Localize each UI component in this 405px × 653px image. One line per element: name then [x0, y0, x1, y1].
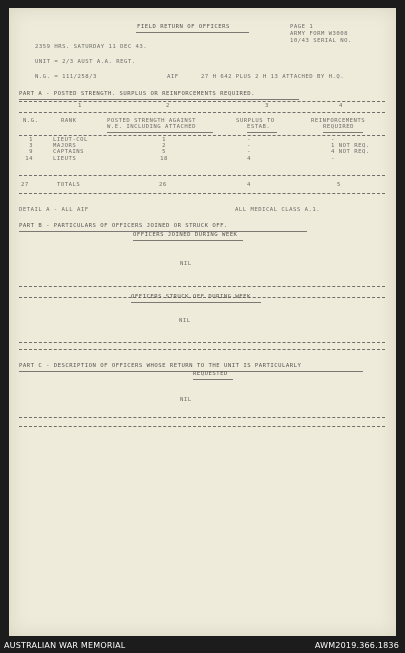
totals-reinf: 5	[337, 182, 341, 188]
column-reinf	[331, 137, 370, 162]
header-reinf-2: REQUIRED	[323, 124, 354, 130]
totals-label: TOTALS	[57, 182, 81, 188]
caption-left: AUSTRALIAN WAR MEMORIAL	[4, 641, 126, 650]
part-c-underline	[19, 371, 363, 372]
table-row-reinf: 4 NOT REQ.	[331, 149, 370, 156]
document-page	[9, 8, 396, 636]
rule-10	[19, 417, 385, 418]
serial-number: 10/43 SERIAL NO.	[290, 38, 352, 44]
header-posted-1: POSTED STRENGTH AGAINST	[107, 118, 196, 124]
table-row-surplus: -	[247, 149, 251, 156]
rule-3	[19, 135, 385, 136]
table-row-rank: LIEUT-COL	[53, 137, 88, 143]
rule-2	[19, 112, 385, 113]
column-number-3: 3	[265, 103, 269, 109]
header-ng: N.G.	[23, 118, 39, 124]
table-row-posted: 1	[162, 137, 166, 143]
column-rank	[53, 137, 88, 162]
table-row-ng: 14	[25, 155, 33, 162]
table-row-reinf: -	[331, 137, 335, 143]
part-b-title: PART B - PARTICULARS OF OFFICERS JOINED OR STRUCK OFF.	[19, 223, 228, 229]
totals-ng: 27	[21, 182, 29, 188]
column-ng	[21, 137, 33, 162]
date-line: 2359 HRS. SATURDAY 11 DEC 43.	[35, 44, 148, 50]
detail-a: DETAIL A - ALL AIF	[19, 207, 89, 213]
table-row-surplus: -	[247, 137, 251, 143]
joined-underline	[133, 240, 243, 241]
rule-5	[19, 193, 385, 194]
reference-number: N.G. = 111/258/3	[35, 74, 97, 80]
rule-8	[19, 342, 385, 343]
aif-label: AIF	[167, 74, 179, 80]
rule-4	[19, 175, 385, 176]
table-row-posted: 5	[162, 149, 166, 156]
document-title: FIELD RETURN OF OFFICERS	[137, 24, 230, 30]
table-row-surplus: 4	[247, 155, 251, 162]
totals-posted: 26	[159, 182, 167, 188]
medical-class: ALL MEDICAL CLASS A.1.	[235, 207, 321, 213]
title-underline	[136, 32, 249, 33]
nil-struck: NIL	[179, 318, 191, 324]
table-row-reinf: 1 NOT REQ.	[331, 143, 370, 150]
table-row-ng: 9	[29, 149, 33, 156]
struck-underline	[131, 302, 261, 303]
table-row-surplus: -	[247, 143, 251, 150]
nil-part-c: NIL	[180, 397, 192, 403]
header-rank: RANK	[61, 118, 77, 124]
column-posted	[157, 137, 171, 162]
table-row-rank: MAJORS	[53, 143, 77, 150]
table-row-ng: 3	[29, 143, 33, 150]
table-row-posted: 2	[162, 143, 166, 150]
rule-11	[19, 426, 385, 427]
table-row-rank: LIEUTS	[53, 155, 77, 162]
rule-6	[19, 286, 385, 287]
header-posted-2: W.E. INCLUDING ATTACHED	[107, 124, 196, 130]
table-row-rank: CAPTAINS	[53, 149, 84, 156]
header-reinf-1: REINFORCEMENTS	[311, 118, 366, 124]
table-row-posted: 18	[160, 155, 168, 162]
header-posted-underline	[107, 132, 213, 133]
column-number-2: 2	[166, 103, 170, 109]
part-a-title: PART A - POSTED STRENGTH. SURPLUS OR REINFORCEMENTS REQUIRED.	[19, 91, 255, 97]
attached-line: 27 H 642 PLUS 2 H 13 ATTACHED BY H.Q.	[201, 74, 345, 80]
column-number-1: 1	[78, 103, 82, 109]
rule-9	[19, 349, 385, 350]
unit-line: UNIT = 2/3 AUST A.A. REGT.	[35, 59, 136, 65]
army-form: ARMY FORM W3008	[290, 31, 349, 37]
struck-heading: OFFICERS STRUCK OFF DURING WEEK	[131, 294, 251, 300]
rule-1	[19, 101, 385, 102]
part-c-title-2: REQUESTED	[193, 371, 228, 377]
totals-surplus: 4	[247, 182, 251, 188]
header-surplus-underline	[247, 132, 277, 133]
header-surplus-2: ESTAB.	[247, 124, 271, 130]
header-surplus-1: SURPLUS TO	[236, 118, 275, 124]
column-surplus	[244, 137, 254, 162]
page-number: PAGE 1	[290, 24, 314, 30]
table-row-reinf: -	[331, 155, 335, 162]
table-row-ng: 1	[29, 137, 33, 143]
joined-heading: OFFICERS JOINED DURING WEEK	[133, 232, 238, 238]
part-c-underline-2	[193, 379, 233, 380]
part-c-title-1: PART C - DESCRIPTION OF OFFICERS WHOSE RETURN TO THE UNIT IS PARTICULARLY	[19, 363, 302, 369]
caption-right: AWM2019.366.1836	[314, 641, 399, 650]
column-number-4: 4	[339, 103, 343, 109]
header-reinf-underline	[323, 132, 363, 133]
nil-joined: NIL	[180, 261, 192, 267]
part-a-underline	[19, 99, 299, 100]
